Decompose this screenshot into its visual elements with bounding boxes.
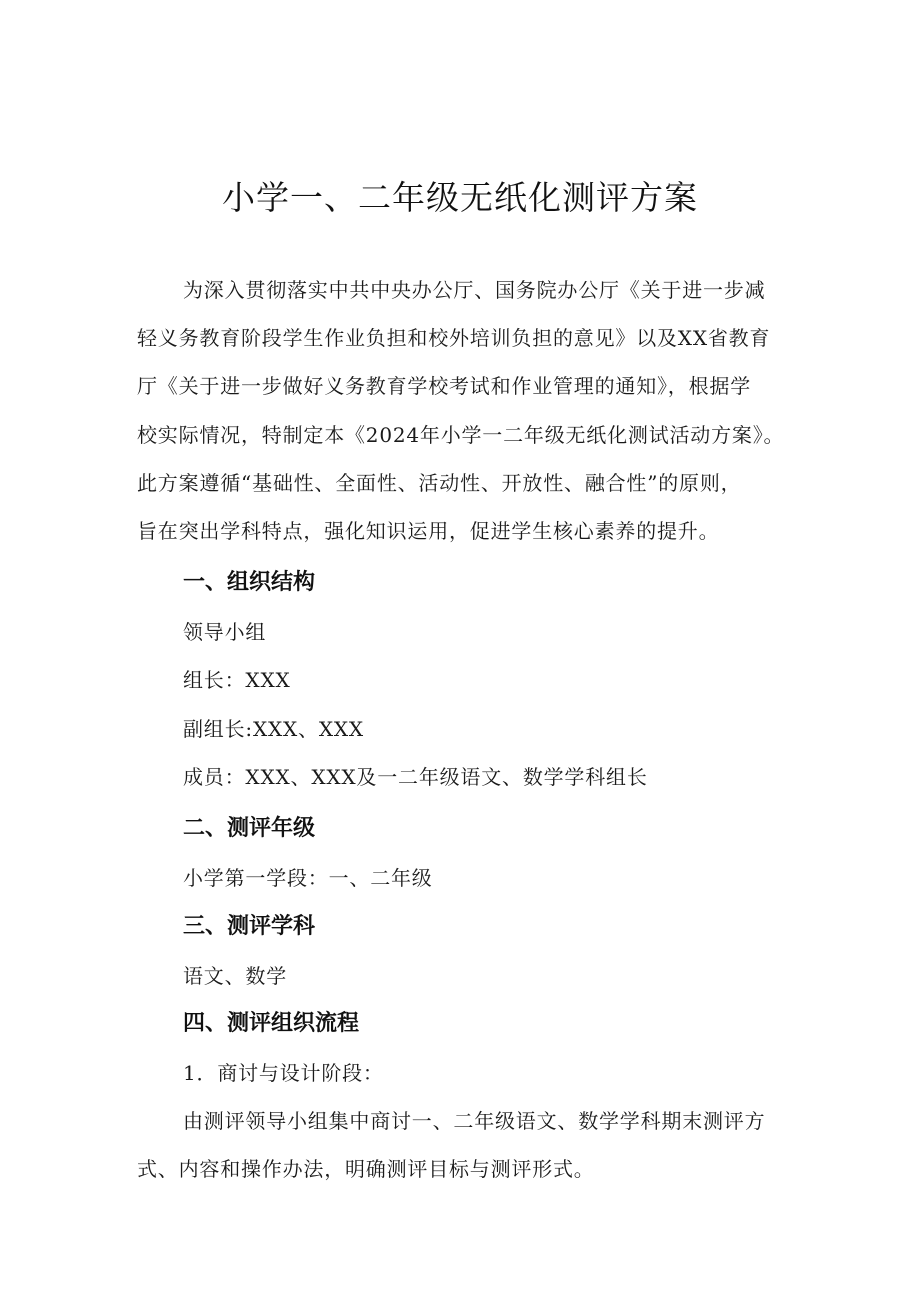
section-heading-process: 四、测评组织流程 [183,1011,360,1036]
section3-line-1: 语文、数学 [183,964,287,988]
section4-step1-line-2: 式、内容和操作办法，明确测评目标与测评形式。 [137,1157,595,1181]
intro-line-3: 厅《关于进一步做好义务教育学校考试和作业管理的通知》，根据学 [137,374,751,398]
section4-step1-line-1: 由测评领导小组集中商讨一、二年级语文、数学学科期末测评方 [183,1109,766,1133]
section-heading-subjects: 三、测评学科 [183,914,316,939]
document-title: 小学一、二年级无纸化测评方案 [222,178,698,217]
intro-line-4: 校实际情况，特制定本《2024年小学一二年级无纸化测试活动方案》。 [137,423,785,447]
section1-line-4: 成员：XXX、XXX及一二年级语文、数学学科组长 [183,765,648,789]
section4-step1-title: 1．商讨与设计阶段： [183,1061,384,1085]
section1-line-2: 组长：XXX [183,668,291,692]
intro-line-6: 旨在突出学科特点，强化知识运用，促进学生核心素养的提升。 [137,519,720,543]
section-heading-grades: 二、测评年级 [183,816,316,841]
section-heading-organization: 一、组织结构 [183,570,316,595]
section2-line-1: 小学第一学段：一、二年级 [183,866,433,890]
intro-line-2: 轻义务教育阶段学生作业负担和校外培训负担的意见》以及XX省教育 [137,326,771,350]
section1-line-1: 领导小组 [183,620,267,644]
intro-line-5: 此方案遵循“基础性、全面性、活动性、开放性、融合性”的原则， [137,471,742,495]
section1-line-3: 副组长:XXX、XXX [183,717,364,741]
intro-line-1: 为深入贯彻落实中共中央办公厅、国务院办公厅《关于进一步减 [183,278,766,302]
